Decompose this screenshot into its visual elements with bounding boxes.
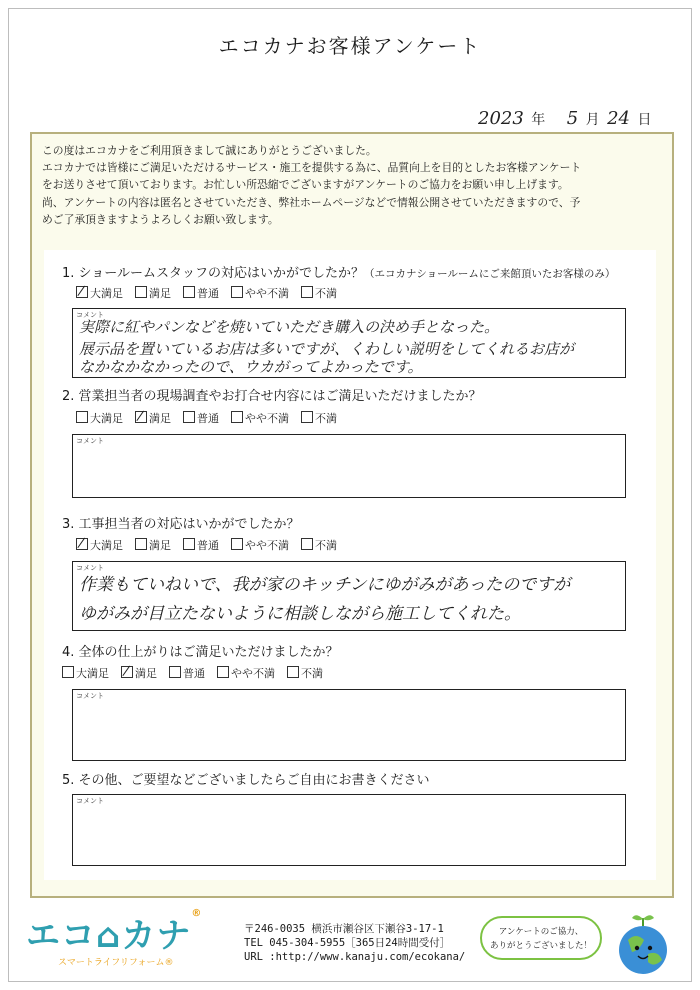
checkbox-icon[interactable] — [76, 538, 88, 550]
option-label: 普通 — [183, 667, 205, 680]
bubble-line: アンケートのご協力、 — [498, 927, 584, 937]
date-month: 5 — [566, 108, 579, 129]
option[interactable] — [301, 410, 337, 426]
intro-line: エコカナでは皆様にご満足いただけるサービス・施工を提供する為に、品質向上を目的としたお客様アンケート — [42, 161, 582, 175]
checkbox-icon[interactable] — [301, 538, 313, 550]
intro-line: 尚、アンケートの内容は匿名とさせていただき、弊社ホームページなどで情報公開させていただきますので、予 — [42, 195, 581, 209]
date-month-label: 月 — [585, 112, 600, 128]
question-5-comment-box[interactable] — [72, 794, 626, 866]
option-label: 大満足 — [90, 539, 123, 552]
question-4 — [62, 641, 339, 660]
intro-line: めご了承頂きますようよろしくお願い致します。 — [42, 212, 279, 226]
option-label: 不満 — [315, 287, 337, 300]
question-3-comment-box[interactable] — [72, 561, 626, 631]
logo-subtitle: スマートライフリフォーム® — [58, 958, 174, 968]
date-year: 2023 — [478, 108, 524, 129]
date-day: 24 — [607, 108, 630, 129]
option-label: 普通 — [197, 412, 219, 425]
option[interactable] — [217, 665, 275, 681]
question-2 — [62, 385, 482, 404]
checkbox-icon[interactable] — [169, 666, 181, 678]
checkbox-icon[interactable] — [76, 411, 88, 423]
option-label: 普通 — [197, 287, 219, 300]
intro-text — [42, 142, 672, 228]
address-line: TEL 045-304-5955［365日24時間受付］ — [244, 937, 451, 949]
company-address — [244, 922, 465, 964]
checkbox-icon[interactable] — [231, 538, 243, 550]
intro-line: をお送りさせて頂いております。お忙しい所恐縮でございますがアンケートのご協力をお願い申し上げます。 — [42, 178, 569, 192]
question-1-options — [76, 285, 349, 301]
question-1-text: 1. ショールームスタッフの対応はいかがでしたか？ — [62, 266, 365, 281]
date-day-label: 日 — [637, 112, 652, 128]
checkbox-icon[interactable] — [76, 286, 88, 298]
checkbox-icon[interactable] — [287, 666, 299, 678]
option-label: 不満 — [301, 667, 323, 680]
ecokana-logo — [26, 908, 202, 968]
option-label: やや不満 — [245, 412, 289, 425]
checkbox-icon[interactable] — [231, 286, 243, 298]
option-label: 大満足 — [76, 667, 109, 680]
question-4-text: 4. 全体の仕上がりはご満足いただけましたか？ — [62, 645, 339, 660]
option-label: 不満 — [315, 539, 337, 552]
option[interactable] — [231, 285, 289, 301]
checkbox-icon[interactable] — [135, 286, 147, 298]
option[interactable] — [135, 410, 171, 426]
question-5 — [62, 769, 430, 788]
option[interactable] — [169, 665, 205, 681]
checkbox-icon[interactable] — [121, 666, 133, 678]
option-label: 普通 — [197, 539, 219, 552]
option[interactable] — [76, 537, 123, 553]
comment-handwriting-line: 展示品を置いているお店は多いですが、くわしい説明をしてくれるお店が — [79, 340, 575, 358]
option[interactable] — [301, 537, 337, 553]
bubble-line: ありがとうございました！ — [489, 941, 592, 951]
checkbox-icon[interactable] — [183, 286, 195, 298]
option[interactable] — [183, 537, 219, 553]
page-title: エコカナお客様アンケート — [218, 34, 482, 58]
logo-wordmark — [26, 908, 202, 957]
question-3-options — [76, 537, 349, 553]
globe-mascot-icon — [610, 910, 676, 980]
option[interactable] — [76, 410, 123, 426]
thanks-bubble — [480, 916, 602, 960]
option-label: 大満足 — [90, 287, 123, 300]
option-label: 不満 — [315, 412, 337, 425]
comment-handwriting-line: ゆがみが目立たないように相談しながら施工してくれた。 — [79, 604, 521, 624]
question-2-comment-box[interactable] — [72, 434, 626, 498]
question-1-note: （エコカナショールームにご来館頂いたお客様のみ） — [364, 268, 616, 280]
option-label: 大満足 — [90, 412, 123, 425]
checkbox-icon[interactable] — [183, 538, 195, 550]
option[interactable] — [76, 285, 123, 301]
logo-text: エコ⌂カナ — [26, 916, 192, 956]
question-3-text: 3. 工事担当者の対応はいかがでしたか？ — [62, 517, 300, 532]
option[interactable] — [135, 285, 171, 301]
checkbox-icon[interactable] — [183, 411, 195, 423]
option[interactable] — [301, 285, 337, 301]
option[interactable] — [231, 537, 289, 553]
intro-line: この度はエコカナをご利用頂きまして誠にありがとうございました。 — [42, 144, 377, 157]
checkbox-icon[interactable] — [301, 411, 313, 423]
option[interactable] — [183, 410, 219, 426]
option-label: 満足 — [149, 287, 171, 300]
option-label: やや不満 — [231, 667, 275, 680]
comment-handwriting-line: 実際に紅やパンなどを焼いていただき購入の決め手となった。 — [79, 318, 500, 336]
comment-label: コメント — [76, 564, 104, 572]
question-5-text: 5. その他、ご要望などございましたらご自由にお書きください — [62, 773, 430, 788]
option-label: 満足 — [149, 412, 171, 425]
option[interactable] — [183, 285, 219, 301]
option-label: やや不満 — [245, 539, 289, 552]
survey-date — [478, 108, 654, 129]
question-4-options — [62, 665, 335, 681]
option-label: 満足 — [135, 667, 157, 680]
question-2-options — [76, 410, 349, 426]
comment-handwriting-line: なかなかなかったので、ウカがってよかったです。 — [79, 358, 423, 376]
checkbox-icon[interactable] — [62, 666, 74, 678]
comment-handwriting-line: 作業もていねいで、我が家のキッチンにゆがみがあったのですが — [79, 575, 571, 595]
checkbox-icon[interactable] — [135, 538, 147, 550]
checkbox-icon[interactable] — [135, 411, 147, 423]
question-1-comment-box[interactable] — [72, 308, 626, 378]
question-4-comment-box[interactable] — [72, 689, 626, 761]
comment-label: コメント — [76, 797, 104, 805]
question-2-text: 2. 営業担当者の現場調査やお打合せ内容にはご満足いただけましたか？ — [62, 389, 482, 404]
comment-label: コメント — [76, 311, 104, 319]
comment-label: コメント — [76, 437, 104, 445]
logo-mark: ® — [191, 908, 203, 919]
checkbox-icon[interactable] — [231, 411, 243, 423]
date-year-label: 年 — [531, 112, 546, 128]
address-line: URL :http://www.kanaju.com/ecokana/ — [244, 951, 466, 963]
option[interactable] — [231, 410, 289, 426]
option[interactable] — [287, 665, 323, 681]
option[interactable] — [121, 665, 157, 681]
question-3 — [62, 513, 300, 532]
address-line: 〒246-0035 横浜市瀬谷区下瀬谷3-17-1 — [244, 923, 444, 935]
question-1 — [62, 262, 615, 281]
option[interactable] — [62, 665, 109, 681]
comment-label: コメント — [76, 692, 104, 700]
option-label: やや不満 — [245, 287, 289, 300]
checkbox-icon[interactable] — [301, 286, 313, 298]
checkbox-icon[interactable] — [217, 666, 229, 678]
option[interactable] — [135, 537, 171, 553]
option-label: 満足 — [149, 539, 171, 552]
